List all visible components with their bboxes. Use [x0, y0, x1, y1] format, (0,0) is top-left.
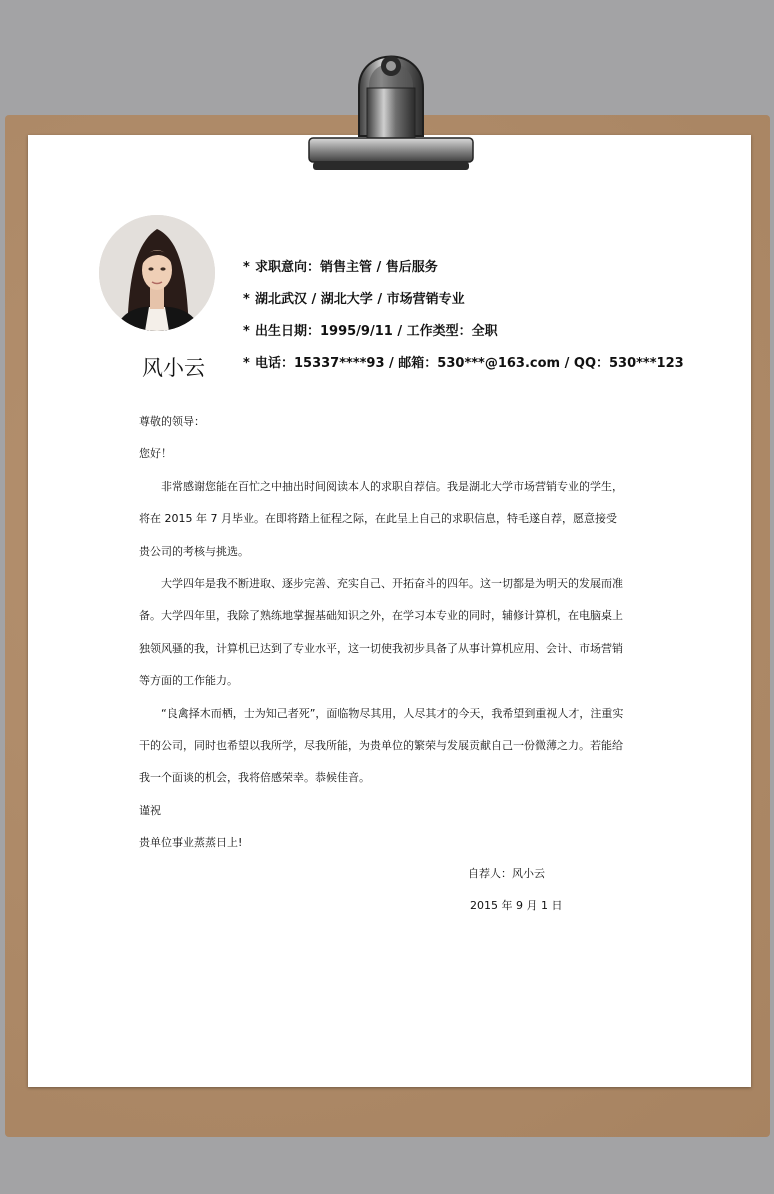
- letter-paragraph-3: “良禽择木而栖，士为知己者死”，面临物尽其用，人尽其才的今天，我希望到重视人才，注重实干的公司，同时也希望以我所学，尽我所能，为贵单位的繁荣与发展贡献自己一份微薄之力。若能给我一个面谈的机会，我将倍感荣幸。恭候佳音。: [139, 706, 624, 785]
- letter-date: 2015 年 9 月 1 日: [470, 899, 563, 913]
- job-intention-text: 求职意向：销售主管 / 售后服务: [255, 260, 438, 275]
- cover-letter-body: [139, 406, 627, 860]
- bullet-star: *: [243, 356, 250, 371]
- bullet-star: *: [243, 324, 250, 339]
- closing-line-2: 贵单位事业蒸蒸日上!: [139, 836, 243, 850]
- location-school-row: [243, 288, 684, 320]
- contact-text: 电话：15337****93 / 邮箱：530***@163.com / QQ：530***123: [255, 356, 684, 371]
- signature: 自荐人：风小云: [468, 867, 545, 880]
- contact-row: [243, 352, 684, 384]
- applicant-name: 风小云: [142, 356, 205, 380]
- birth-worktype-text: 出生日期：1995/9/11 / 工作类型：全职: [255, 324, 498, 339]
- greeting: 您好！: [139, 447, 172, 461]
- bullet-star: *: [243, 260, 250, 275]
- letter-paragraph-2: 大学四年是我不断进取、逐步完善、充实自己、开拓奋斗的四年。这一切都是为明天的发展而准备。大学四年里，我除了熟练地掌握基础知识之外，在学习本专业的同时，辅修计算机，在电脑桌上独领风骚的我，计算机已达到了专业水平，这一切使我初步具备了从事计算机应用、会计、市场营销等方面的工作能力。: [139, 577, 623, 688]
- personal-info-list: [243, 256, 684, 384]
- binder-clip-icon: [307, 26, 475, 176]
- job-intention-row: [243, 256, 684, 288]
- profile-avatar: [99, 215, 215, 331]
- signature-block: [468, 858, 562, 923]
- letter-paragraph-1: 非常感谢您能在百忙之中抽出时间阅读本人的求职自荐信。我是湖北大学市场营销专业的学生，将在 2015 年 7 月毕业。在即将踏上征程之际，在此呈上自己的求职信息，特毛遂自荐，愿意接受贵公司的考核与挑选。: [139, 479, 623, 558]
- bullet-star: *: [243, 292, 250, 307]
- salutation: 尊敬的领导：: [139, 415, 205, 428]
- birth-worktype-row: [243, 320, 684, 352]
- location-school-text: 湖北武汉 / 湖北大学 / 市场营销专业: [255, 292, 465, 307]
- closing-line-1: 谨祝: [139, 803, 161, 817]
- woman-portrait-icon: [99, 215, 215, 331]
